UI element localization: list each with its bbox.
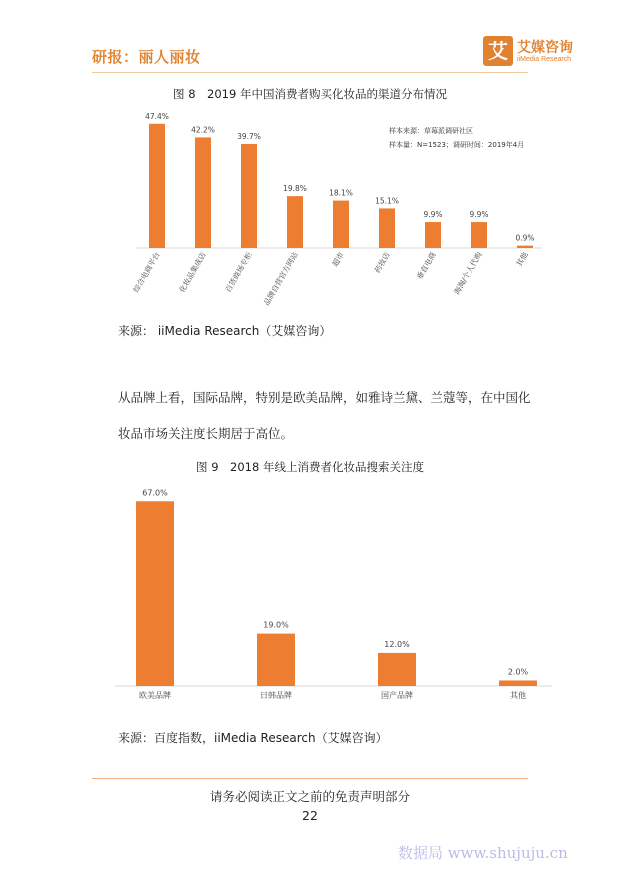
figure9-category-label: 日韩品牌 xyxy=(260,691,292,700)
figure9-chart xyxy=(0,480,620,710)
figure8-category-label: 品牌自营官方网站 xyxy=(261,250,300,307)
figure8-data-label: 19.8% xyxy=(283,184,307,194)
figure9-data-label: 2.0% xyxy=(507,667,529,677)
figure9-bar xyxy=(499,680,537,686)
figure8-bar xyxy=(149,124,165,248)
figure8-data-label: 47.4% xyxy=(145,111,169,121)
logo-name: 艾媒咨询 xyxy=(517,40,573,56)
figure8-data-label: 15.1% xyxy=(375,196,399,206)
figure8-data-label: 9.9% xyxy=(469,210,489,220)
figure9-bar xyxy=(257,634,295,686)
figure9-category-label: 欧美品牌 xyxy=(139,691,171,700)
figure8-bar xyxy=(333,201,349,248)
footer-divider xyxy=(92,778,528,779)
figure8-source: 来源： iiMedia Research（艾媒咨询） xyxy=(118,324,332,338)
logo-mark: 艾 xyxy=(483,36,513,66)
figure9-source: 来源：百度指数，iiMedia Research（艾媒咨询） xyxy=(118,731,388,745)
figure9-data-label: 12.0% xyxy=(384,639,410,649)
figure8-category-label: 百货商场专柜 xyxy=(223,250,254,294)
figure8-data-label: 18.1% xyxy=(329,188,353,198)
figure8-category-label: 海淘/个人代购 xyxy=(452,250,484,297)
figure8-category-label: 药妆店 xyxy=(372,250,392,275)
figure8-bar xyxy=(379,208,395,248)
figure9-bar xyxy=(378,653,416,686)
figure8-bar xyxy=(195,137,211,248)
figure9-category-label: 国产品牌 xyxy=(381,691,413,700)
figure8-note-sample: 样本量：N=1523；调研时间：2019年4月 xyxy=(389,141,525,149)
watermark: 数据局 www.shujuju.cn xyxy=(398,844,568,862)
figure8-category-label: 超市 xyxy=(330,250,346,268)
figure8-category-label: 其他 xyxy=(514,250,530,268)
logo-subtitle: iiMedia Research xyxy=(517,56,572,63)
body-paragraph-line2: 妆品市场关注度长期居于高位。 xyxy=(118,426,294,441)
figure8-category-label: 垂直电商 xyxy=(414,250,438,281)
figure9-data-label: 67.0% xyxy=(142,488,168,498)
figure8-bar xyxy=(425,222,441,248)
figure8-bar xyxy=(517,246,533,248)
figure8-bar xyxy=(287,196,303,248)
figure8-title: 图 8 2019 年中国消费者购买化妆品的渠道分布情况 xyxy=(173,87,447,101)
figure9-data-label: 19.0% xyxy=(263,620,289,630)
figure8-data-label: 0.9% xyxy=(515,233,535,243)
figure9-bar xyxy=(136,501,174,686)
figure8-bar xyxy=(471,222,487,248)
figure9-title: 图 9 2018 年线上消费者化妆品搜索关注度 xyxy=(196,460,424,474)
figure8-data-label: 9.9% xyxy=(423,210,443,220)
figure8-note-source: 样本来源：草莓派调研社区 xyxy=(389,127,473,135)
page-number: 22 xyxy=(302,808,318,823)
figure8-category-label: 综合电商平台 xyxy=(131,250,162,294)
figure8-data-label: 42.2% xyxy=(191,125,215,135)
disclaimer-text: 请务必阅读正文之前的免责声明部分 xyxy=(209,789,410,804)
figure8-category-label: 化妆品集成店 xyxy=(177,250,208,294)
report-title: 研报：丽人丽妆 xyxy=(92,48,201,66)
figure8-bar xyxy=(241,144,257,248)
figure9-category-label: 其他 xyxy=(510,691,526,700)
body-paragraph-line1: 从品牌上看，国际品牌，特别是欧美品牌，如雅诗兰黛、兰蔻等，在中国化 xyxy=(118,390,531,405)
figure8-data-label: 39.7% xyxy=(237,131,261,141)
figure8-chart xyxy=(0,0,620,320)
